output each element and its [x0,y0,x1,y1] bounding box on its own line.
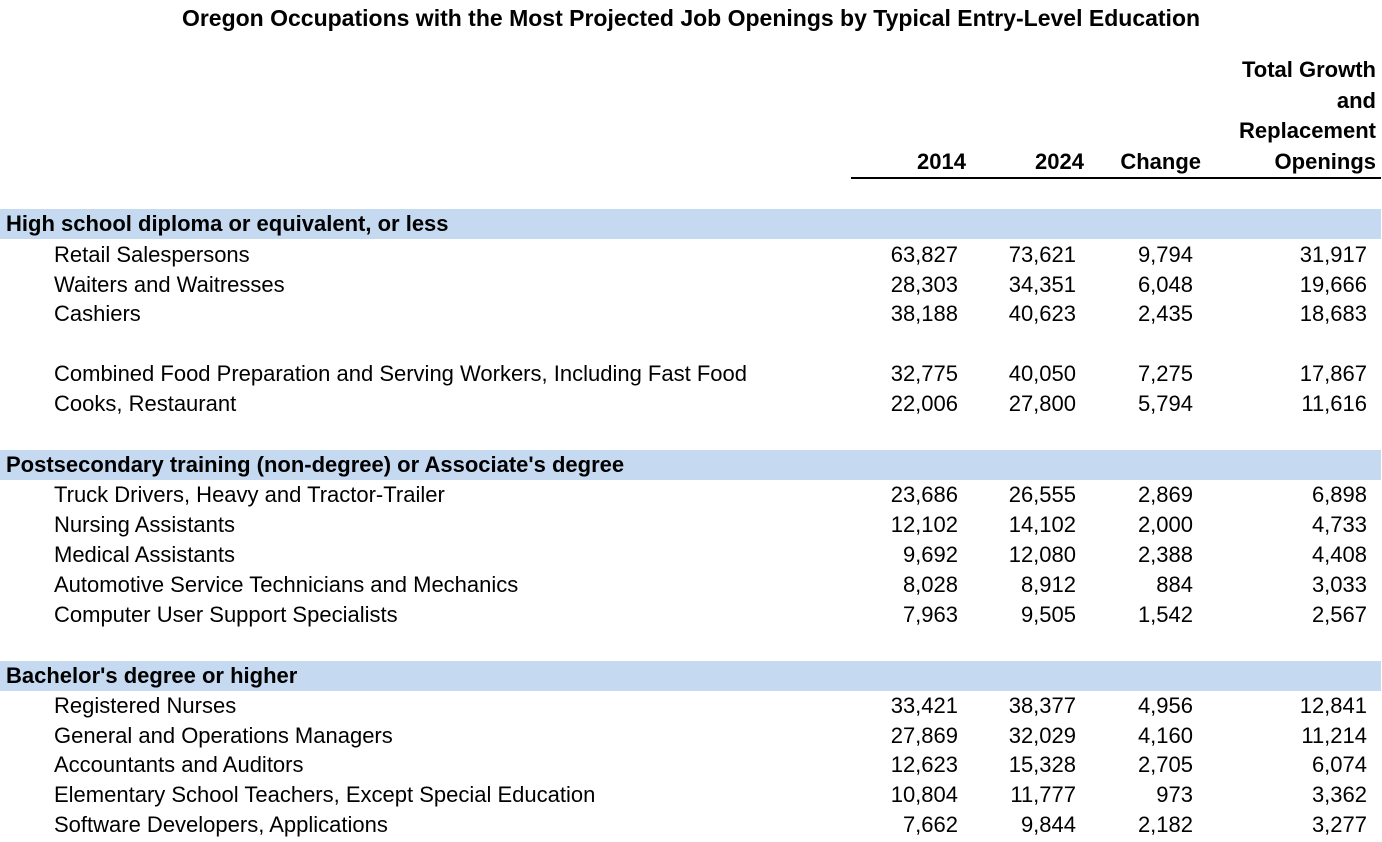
value-change: 5,794 [1137,391,1193,416]
value-change: 4,956 [1137,693,1193,718]
value-2014: 7,963 [902,602,958,627]
occupation-name: General and Operations Managers [54,723,393,748]
table-row [0,510,1382,540]
value-2024: 12,080 [1008,542,1076,567]
table-row [0,270,1382,300]
value-2014: 8,028 [902,572,958,597]
value-change: 1,542 [1137,602,1193,627]
occupation-name: Elementary School Teachers, Except Special Education [54,782,596,807]
section-title-high-school: High school diploma or equivalent, or less [6,211,449,236]
value-2014: 38,188 [890,301,958,326]
value-change: 884 [1156,572,1193,597]
occupation-name: Retail Salespersons [54,242,250,267]
value-2024: 11,777 [1010,782,1076,807]
table-row [0,810,1382,840]
occupation-name: Nursing Assistants [54,512,235,537]
table-row [0,691,1382,721]
occupation-name: Cooks, Restaurant [54,391,237,416]
column-header-2024: 2024 [1035,149,1084,174]
value-2024: 14,102 [1008,512,1076,537]
occupation-name: Software Developers, Applications [54,812,388,837]
value-total-openings: 4,733 [1311,512,1367,537]
value-2014: 23,686 [890,482,958,507]
occupation-name: Registered Nurses [54,693,237,718]
table-row [0,389,1382,419]
value-2014: 27,869 [890,723,958,748]
value-total-openings: 3,277 [1311,812,1367,837]
value-2014: 22,006 [890,391,958,416]
value-2024: 26,555 [1008,482,1076,507]
value-change: 2,435 [1137,301,1193,326]
value-total-openings: 17,867 [1299,361,1367,386]
occupation-name: Medical Assistants [54,542,235,567]
occupation-name: Accountants and Auditors [54,752,304,777]
value-total-openings: 19,666 [1299,272,1367,297]
value-2014: 12,623 [890,752,958,777]
value-2024: 9,505 [1020,602,1076,627]
value-total-openings: 2,567 [1311,602,1367,627]
value-2024: 40,623 [1008,301,1076,326]
value-total-openings: 18,683 [1299,301,1367,326]
table-row [0,721,1382,751]
value-2024: 27,800 [1008,391,1076,416]
value-2024: 38,377 [1008,693,1076,718]
value-2024: 34,351 [1008,272,1076,297]
table-row [0,600,1382,630]
table-row [0,359,1382,389]
occupation-name: Automotive Service Technicians and Mechanics [54,572,519,597]
value-2024: 8,912 [1020,572,1076,597]
value-total-openings: 6,898 [1311,482,1367,507]
value-change: 2,000 [1137,512,1193,537]
value-total-openings: 12,841 [1299,693,1367,718]
value-change: 6,048 [1137,272,1193,297]
value-total-openings: 3,362 [1311,782,1367,807]
value-2014: 9,692 [902,542,958,567]
value-total-openings: 31,917 [1299,242,1367,267]
value-change: 2,182 [1137,812,1193,837]
value-total-openings: 11,214 [1301,723,1367,748]
table-row [0,570,1382,600]
value-2024: 9,844 [1020,812,1076,837]
value-2024: 32,029 [1008,723,1076,748]
value-2024: 73,621 [1008,242,1076,267]
column-header-change: Change [1120,149,1201,174]
value-total-openings: 3,033 [1311,572,1367,597]
value-2024: 15,328 [1008,752,1076,777]
value-change: 9,794 [1137,242,1193,267]
occupation-name: Truck Drivers, Heavy and Tractor-Trailer [54,482,445,507]
occupation-name: Cashiers [54,301,141,326]
value-2014: 10,804 [890,782,958,807]
value-2014: 7,662 [902,812,958,837]
table-row [0,480,1382,510]
occupation-name: Computer User Support Specialists [54,602,398,627]
value-2024: 40,050 [1008,361,1076,386]
value-change: 2,705 [1137,752,1193,777]
section-title-bachelors: Bachelor's degree or higher [6,663,298,688]
occupation-name: Combined Food Preparation and Serving Workers, Including Fast Food [54,361,747,386]
table-row [0,540,1382,570]
value-change: 2,388 [1137,542,1193,567]
value-2014: 63,827 [890,242,958,267]
value-total-openings: 4,408 [1311,542,1367,567]
table-row [0,240,1382,270]
value-change: 973 [1156,782,1193,807]
value-change: 2,869 [1137,482,1193,507]
table-row [0,750,1382,780]
table-row [0,299,1382,329]
value-2014: 33,421 [890,693,958,718]
column-header-total-openings: Total Growth and Replacement Openings [1239,57,1376,174]
occupation-name: Waiters and Waitresses [54,272,285,297]
table-title: Oregon Occupations with the Most Projected Job Openings by Typical Entry-Level Education [181,5,1201,31]
column-header-2014: 2014 [917,149,966,174]
section-title-postsecondary: Postsecondary training (non-degree) or Associate's degree [6,452,625,477]
value-total-openings: 11,616 [1301,391,1367,416]
value-change: 4,160 [1137,723,1193,748]
value-total-openings: 6,074 [1311,752,1367,777]
value-2014: 28,303 [890,272,958,297]
value-change: 7,275 [1137,361,1193,386]
header-underline [851,177,1381,179]
value-2014: 32,775 [890,361,958,386]
value-2014: 12,102 [890,512,958,537]
table-row [0,780,1382,810]
